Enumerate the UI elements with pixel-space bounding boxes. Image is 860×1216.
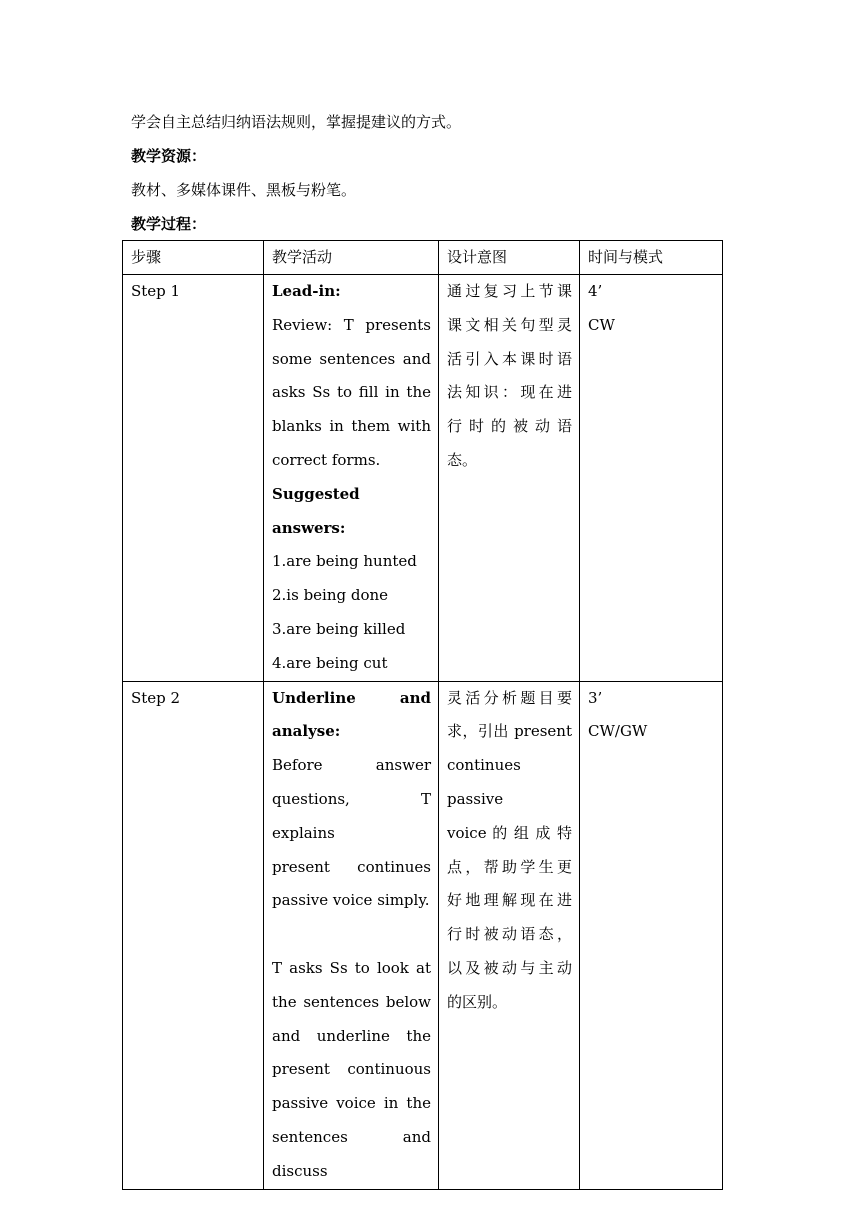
header-intent: 设计意图 [439,241,580,275]
answer-line: 4.are being cut [272,653,388,672]
intent-line: 求，引出 present [447,722,572,741]
activity-cell [264,681,439,1189]
step-label: Step 1 [131,282,181,300]
time-value: 4’ [588,282,603,300]
intent-line: 的区别。 [447,992,508,1011]
intent-line: 态。 [447,450,478,469]
process-heading: 教学过程： [131,215,207,233]
table-row [123,681,723,1189]
activity-subtitle: Suggested answers: [272,484,360,537]
activity-title: Lead-in: [272,282,341,300]
header-time-mode: 时间与模式 [580,241,723,275]
lesson-process-table [122,240,723,1190]
answer-line: 3.are being killed [272,619,406,638]
activity-cell [264,275,439,682]
activity-line: Before answer [272,756,431,775]
intent-line: 行 时 的 被 动 语 [447,417,572,436]
resources-heading: 教学资源： [131,147,207,165]
activity-line: correct forms. [272,450,381,469]
resources-text: 教材、多媒体课件、黑板与粉笔。 [131,181,357,199]
activity-line: passive voice simply. [272,891,430,910]
step-label: Step 2 [131,688,181,707]
intent-line: voice 的 组 成 特 [447,823,572,842]
intent-line: continues passive [447,756,521,808]
activity-line: asks Ss to fill in the [272,383,431,402]
mode-value: CW [588,315,615,334]
time-mode-cell [580,681,723,1189]
intent-line: 点，帮助学生更 [447,857,572,876]
answer-line: 1.are being hunted [272,552,417,571]
activity-line: some sentences and [272,349,431,368]
activity-line: present continues [272,857,431,876]
intent-cell [439,681,580,1189]
intent-line: 通过复习上节课 [447,282,572,300]
activity-title: analyse: [272,722,341,741]
activity-line: the sentences below [272,992,431,1011]
table-row [123,275,723,682]
time-value: 3’ [588,688,603,707]
answer-line: 2.is being done [272,586,389,605]
activity-line: and underline the [272,1026,431,1045]
activity-title: Underline and [272,688,431,707]
table-header-row [123,241,723,275]
mode-value: CW/GW [588,722,648,741]
activity-line: passive voice in the [272,1094,431,1113]
intent-line: 以及被动与主动 [447,958,572,977]
time-mode-cell [580,275,723,682]
activity-line: present continuous [272,1060,431,1079]
header-step: 步骤 [123,241,264,275]
step-cell [123,681,264,1189]
intent-line: 好地理解现在进 [447,891,572,910]
intent-line: 课文相关句型灵 [447,315,572,334]
intent-line: 活引入本课时语 [447,349,572,368]
activity-line: blanks in them with [272,417,431,436]
header-activity: 教学活动 [264,241,439,275]
step-cell [123,275,264,682]
intent-line: 法知识：现在进 [447,383,572,402]
activity-line: T asks Ss to look at [272,958,431,977]
activity-line: Review: T presents [272,315,431,334]
objective-line: 学会自主总结归纳语法规则，掌握提建议的方式。 [131,113,462,131]
activity-line: sentences and discuss [272,1127,431,1180]
intent-line: 行时被动语态， [447,925,572,944]
intent-line: 灵活分析题目要 [447,688,572,707]
intent-cell [439,275,580,682]
activity-line: questions, T explains [272,789,431,842]
blank-line [272,918,431,952]
